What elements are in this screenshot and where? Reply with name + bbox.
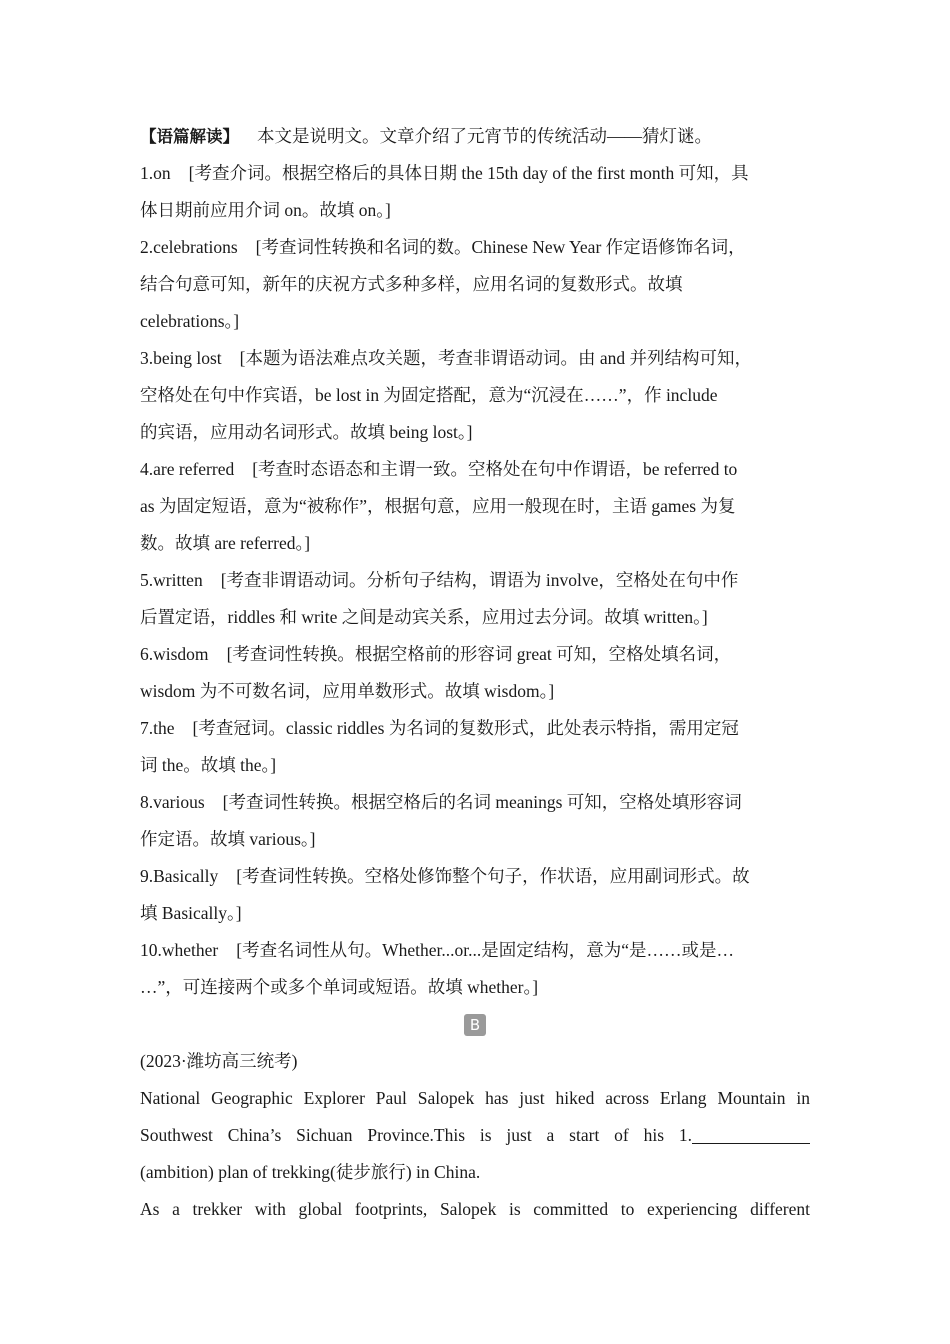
section-b-badge: B [464,1014,486,1036]
answer-explanation: 后置定语，riddles 和 write 之间是动宾关系，应用过去分词。故填 written。] [140,607,708,627]
answer-explanation: [考查名词性从句。Whether...or...是固定结构，意为“是……或是… [236,940,734,960]
answer-explanation: 结合句意可知，新年的庆祝方式多种多样，应用名词的复数形式。故填 [140,274,683,294]
section-b-header [140,1006,810,1043]
answer-item [140,636,810,673]
answer-explanation-line [140,488,810,525]
answer-explanation: …”，可连接两个或多个单词或短语。故填 whether。] [140,977,539,997]
answer-list [140,155,810,1006]
answer-item [140,784,810,821]
answer-explanation-line [140,821,810,858]
answer-explanation: 填 Basically。] [140,903,242,923]
answer-explanation: as 为固定短语，意为“被称作”，根据句意，应用一般现在时，主语 games 为复 [140,496,736,516]
answer-explanation: [考查冠词。classic riddles 为名词的复数形式，此处表示特指，需用定冠 [192,718,739,738]
answer-explanation: [考查时态语态和主谓一致。空格处在句中作谓语，be referred to [252,459,738,479]
answer-number: 6.wisdom [140,644,209,664]
answer-explanation: 作定语。故填 various。] [140,829,316,849]
answer-number: 7.the [140,718,175,738]
answer-number: 3.being lost [140,348,222,368]
answer-explanation-line [140,377,810,414]
answer-number: 8.various [140,792,205,812]
answer-item [140,340,810,377]
answer-item [140,932,810,969]
intro-text: 本文是说明文。文章介绍了元宵节的传统活动——猜灯谜。 [257,126,712,146]
answer-explanation: [本题为语法难点攻关题，考查非谓语动词。由 and 并列结构可知， [239,348,753,368]
answer-explanation-line [140,266,810,303]
answer-number: 5.written [140,570,203,590]
passage-source: (2023·潍坊高三统考) [140,1051,298,1071]
answer-explanation-line [140,303,810,340]
passage-line [140,1117,810,1154]
answer-explanation: [考查词性转换。根据空格后的名词 meanings 可知，空格处填形容词 [222,792,742,812]
answer-item [140,858,810,895]
passage-text: Southwest China’s Sichuan Province.This is just a start of his 1. [140,1125,692,1145]
passage-line: (ambition) plan of trekking(徒步旅行) in China. [140,1162,481,1182]
answer-item [140,710,810,747]
passage-line: As a trekker with global footprints, Salopek is committed to experiencing different [140,1199,810,1219]
answer-explanation: [考查非谓语动词。分析句子结构，谓语为 involve，空格处在句中作 [220,570,739,590]
answer-explanation-line [140,192,810,229]
answer-explanation: celebrations。] [140,311,240,331]
answer-explanation: [考查词性转换和名词的数。Chinese New Year 作定语修饰名词， [255,237,746,257]
answer-blank[interactable] [692,1123,810,1144]
answer-number: 2.celebrations [140,237,238,257]
answer-explanation: wisdom 为不可数名词，应用单数形式。故填 wisdom。] [140,681,555,701]
answer-number: 9.Basically [140,866,219,886]
answer-explanation: [考查介词。根据空格后的具体日期 the 15th day of the first month 可知，具 [188,163,749,183]
answer-explanation: 词 the。故填 the。] [140,755,277,775]
document-page [140,118,810,1228]
answer-explanation-line [140,525,810,562]
intro-heading: 【语篇解读】 [140,127,239,146]
passage-line: National Geographic Explorer Paul Salopek has just hiked across Erlang Mountain in [140,1088,810,1108]
answer-explanation-line [140,747,810,784]
answer-number: 10.whether [140,940,219,960]
answer-item [140,562,810,599]
answer-number: 1.on [140,163,171,183]
intro-line [140,118,810,155]
answer-number: 4.are referred [140,459,235,479]
answer-explanation-line [140,599,810,636]
answer-explanation-line [140,673,810,710]
answer-explanation: 数。故填 are referred。] [140,533,311,553]
answer-item [140,451,810,488]
answer-explanation-line [140,895,810,932]
answer-explanation: [考查词性转换。空格处修饰整个句子，作状语，应用副词形式。故 [236,866,750,886]
answer-explanation: 空格处在句中作宾语，be lost in 为固定搭配，意为“沉浸在……”，作 include [140,385,718,405]
answer-explanation: 体日期前应用介词 on。故填 on。] [140,200,391,220]
answer-explanation-line [140,969,810,1006]
answer-item [140,155,810,192]
answer-explanation-line [140,414,810,451]
answer-explanation: [考查词性转换。根据空格前的形容词 great 可知，空格处填名词， [226,644,732,664]
answer-explanation: 的宾语，应用动名词形式。故填 being lost。] [140,422,473,442]
answer-item [140,229,810,266]
